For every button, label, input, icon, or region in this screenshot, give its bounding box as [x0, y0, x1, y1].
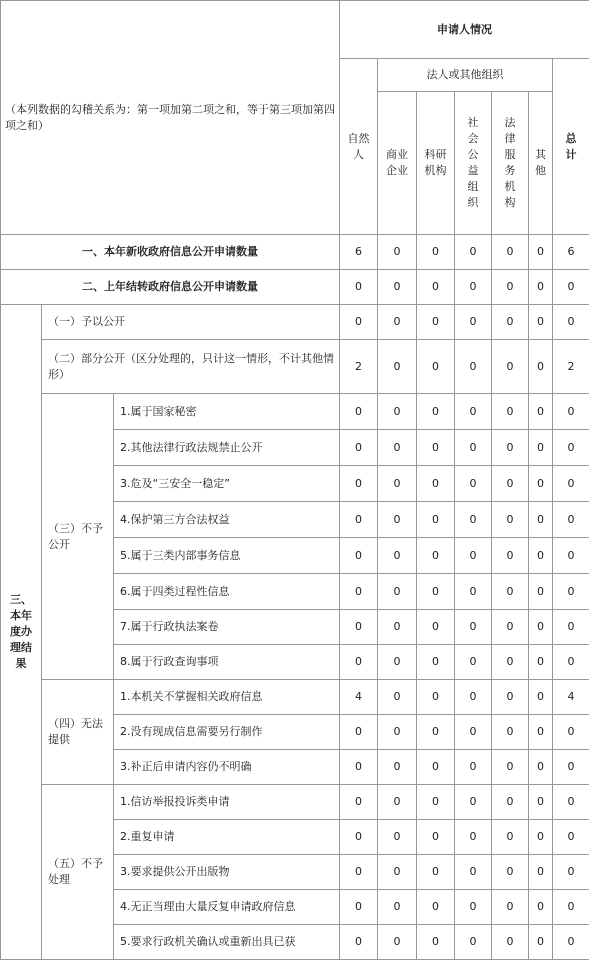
cell-value: 0: [553, 466, 589, 502]
cell-value: 0: [492, 466, 529, 502]
cell-value: 4: [340, 680, 378, 715]
row-label: 2.没有现成信息需要另行制作: [114, 715, 340, 750]
cell-value: 0: [417, 502, 455, 538]
row-label: 5.属于三类内部事务信息: [114, 538, 340, 574]
cell-value: 0: [417, 715, 455, 750]
row-label: （一）予以公开: [42, 305, 340, 340]
cell-value: 0: [492, 855, 529, 890]
cell-value: 0: [529, 394, 553, 430]
cell-value: 0: [417, 925, 455, 960]
cell-value: 0: [553, 785, 589, 820]
row-label: （二）部分公开（区分处理的，只计这一情形，不计其他情形）: [42, 340, 340, 394]
row-label: 5.要求行政机关确认或重新出具已获: [114, 925, 340, 960]
cell-value: 0: [492, 820, 529, 855]
cell-value: 0: [553, 538, 589, 574]
row-label: 一、本年新收政府信息公开申请数量: [1, 235, 340, 270]
cell-value: 4: [553, 680, 589, 715]
cell-value: 0: [417, 340, 455, 394]
cell-value: 0: [553, 305, 589, 340]
cell-value: 0: [455, 305, 492, 340]
cell-value: 0: [529, 538, 553, 574]
cell-value: 0: [529, 750, 553, 785]
cell-value: 0: [492, 680, 529, 715]
cell-value: 0: [417, 890, 455, 925]
col-total: 总 计: [553, 59, 589, 235]
cell-value: 0: [340, 538, 378, 574]
cell-value: 0: [529, 785, 553, 820]
cell-value: 0: [553, 574, 589, 610]
cell-value: 0: [529, 502, 553, 538]
cell-value: 0: [492, 750, 529, 785]
cell-value: 0: [529, 466, 553, 502]
cell-value: 0: [378, 820, 417, 855]
cell-value: 0: [492, 430, 529, 466]
row-label: 4.无正当理由大量反复申请政府信息: [114, 890, 340, 925]
cell-value: 0: [340, 394, 378, 430]
table-row: [1, 680, 589, 715]
cell-value: 0: [378, 270, 417, 305]
row-label: 4.保护第三方合法权益: [114, 502, 340, 538]
cell-value: 0: [455, 750, 492, 785]
not-open-group-label: （三）不予公开: [42, 394, 114, 680]
row-label: 1.属于国家秘密: [114, 394, 340, 430]
cell-value: 0: [529, 855, 553, 890]
cell-value: 0: [455, 855, 492, 890]
row-label: 1.信访举报投诉类申请: [114, 785, 340, 820]
cell-value: 0: [492, 610, 529, 645]
row-label: 3.补正后申请内容仍不明确: [114, 750, 340, 785]
cell-value: 0: [455, 340, 492, 394]
cell-value: 0: [340, 574, 378, 610]
cell-value: 0: [455, 785, 492, 820]
section3-label: 三、 本年 度办 理结 果: [1, 305, 42, 960]
cell-value: 2: [553, 340, 589, 394]
cell-value: 0: [492, 715, 529, 750]
cell-value: 0: [529, 715, 553, 750]
cell-value: 0: [455, 502, 492, 538]
row-label: 2.重复申请: [114, 820, 340, 855]
unable-group-label: （四）无法提供: [42, 680, 114, 785]
col-other: 其 他: [529, 92, 553, 235]
cell-value: 0: [455, 925, 492, 960]
cell-value: 0: [417, 750, 455, 785]
cell-value: 0: [492, 574, 529, 610]
cell-value: 0: [492, 645, 529, 680]
cell-value: 0: [417, 466, 455, 502]
cell-value: 0: [340, 466, 378, 502]
cell-value: 0: [553, 430, 589, 466]
cell-value: 0: [340, 855, 378, 890]
cell-value: 0: [378, 680, 417, 715]
row-label: 6.属于四类过程性信息: [114, 574, 340, 610]
cell-value: 0: [378, 890, 417, 925]
cell-value: 0: [378, 750, 417, 785]
cell-value: 0: [417, 430, 455, 466]
cell-value: 0: [492, 538, 529, 574]
row-label: 3.危及“三安全一稳定”: [114, 466, 340, 502]
cell-value: 0: [529, 270, 553, 305]
cell-value: 0: [378, 610, 417, 645]
cell-value: 0: [340, 645, 378, 680]
cell-value: 0: [417, 394, 455, 430]
cell-value: 0: [553, 890, 589, 925]
cell-value: 0: [378, 502, 417, 538]
table-row: [1, 270, 589, 305]
cell-value: 0: [340, 270, 378, 305]
cell-value: 0: [492, 925, 529, 960]
cell-value: 0: [455, 466, 492, 502]
cell-value: 0: [417, 270, 455, 305]
cell-value: 0: [455, 890, 492, 925]
row-label: 8.属于行政查询事项: [114, 645, 340, 680]
cell-value: 0: [378, 305, 417, 340]
cell-value: 0: [529, 645, 553, 680]
cell-value: 0: [378, 394, 417, 430]
cell-value: 0: [529, 235, 553, 270]
cell-value: 0: [378, 645, 417, 680]
col-business: 商业 企业: [378, 92, 417, 235]
cell-value: 0: [340, 430, 378, 466]
cell-value: 0: [492, 785, 529, 820]
cell-value: 0: [417, 785, 455, 820]
cell-value: 0: [340, 502, 378, 538]
row-label: 1.本机关不掌握相关政府信息: [114, 680, 340, 715]
cell-value: 0: [340, 750, 378, 785]
cell-value: 0: [529, 890, 553, 925]
cell-value: 0: [492, 340, 529, 394]
table-row: [1, 340, 589, 394]
cell-value: 0: [378, 855, 417, 890]
cell-value: 0: [553, 750, 589, 785]
cell-value: 0: [553, 610, 589, 645]
cell-value: 0: [417, 305, 455, 340]
cell-value: 0: [340, 785, 378, 820]
col-social-welfare: 社 会 公 益 组 织: [455, 92, 492, 235]
cell-value: 0: [529, 574, 553, 610]
cell-value: 6: [553, 235, 589, 270]
cell-value: 0: [417, 855, 455, 890]
cell-value: 0: [492, 235, 529, 270]
cell-value: 0: [553, 394, 589, 430]
cell-value: 0: [455, 394, 492, 430]
cell-value: 0: [340, 925, 378, 960]
cell-value: 0: [378, 466, 417, 502]
cell-value: 0: [417, 574, 455, 610]
col-research: 科研 机构: [417, 92, 455, 235]
cell-value: 0: [417, 645, 455, 680]
table-description: （本列数据的勾稽关系为：第一项加第二项之和，等于第三项加第四项之和）: [1, 1, 340, 235]
cell-value: 2: [340, 340, 378, 394]
cell-value: 0: [553, 502, 589, 538]
applicant-header: 申请人情况: [340, 1, 589, 59]
cell-value: 0: [455, 680, 492, 715]
cell-value: 0: [529, 680, 553, 715]
col-natural-person: 自然 人: [340, 59, 378, 235]
cell-value: 0: [553, 855, 589, 890]
cell-value: 0: [378, 574, 417, 610]
cell-value: 0: [378, 235, 417, 270]
table-row: [1, 235, 589, 270]
cell-value: 0: [378, 340, 417, 394]
cell-value: 0: [529, 340, 553, 394]
cell-value: 0: [378, 785, 417, 820]
cell-value: 0: [455, 715, 492, 750]
cell-value: 0: [455, 820, 492, 855]
cell-value: 0: [553, 715, 589, 750]
cell-value: 0: [553, 820, 589, 855]
cell-value: 0: [378, 925, 417, 960]
not-handled-group-label: （五）不予处理: [42, 785, 114, 960]
cell-value: 0: [553, 645, 589, 680]
table-row: [1, 785, 589, 820]
cell-value: 0: [455, 538, 492, 574]
cell-value: 0: [455, 430, 492, 466]
legal-entity-group-header: 法人或其他组织: [378, 59, 553, 92]
cell-value: 0: [417, 680, 455, 715]
cell-value: 0: [553, 270, 589, 305]
cell-value: 0: [529, 610, 553, 645]
cell-value: 0: [340, 820, 378, 855]
cell-value: 0: [417, 538, 455, 574]
cell-value: 0: [455, 610, 492, 645]
col-legal-service: 法 律 服 务 机 构: [492, 92, 529, 235]
cell-value: 0: [455, 574, 492, 610]
row-label: 7.属于行政执法案卷: [114, 610, 340, 645]
cell-value: 0: [378, 715, 417, 750]
cell-value: 0: [529, 925, 553, 960]
cell-value: 0: [492, 305, 529, 340]
table-row: [1, 394, 589, 430]
cell-value: 0: [492, 394, 529, 430]
cell-value: 0: [492, 270, 529, 305]
row-label: 2.其他法律行政法规禁止公开: [114, 430, 340, 466]
row-label: 二、上年结转政府信息公开申请数量: [1, 270, 340, 305]
cell-value: 0: [340, 610, 378, 645]
cell-value: 0: [455, 270, 492, 305]
cell-value: 0: [378, 430, 417, 466]
cell-value: 0: [529, 820, 553, 855]
cell-value: 0: [529, 430, 553, 466]
cell-value: 0: [553, 925, 589, 960]
cell-value: 0: [529, 305, 553, 340]
row-label: 3.要求提供公开出版物: [114, 855, 340, 890]
cell-value: 0: [378, 538, 417, 574]
cell-value: 0: [417, 820, 455, 855]
cell-value: 6: [340, 235, 378, 270]
table-row: [1, 305, 589, 340]
cell-value: 0: [417, 235, 455, 270]
cell-value: 0: [492, 502, 529, 538]
cell-value: 0: [417, 610, 455, 645]
cell-value: 0: [340, 715, 378, 750]
cell-value: 0: [340, 305, 378, 340]
cell-value: 0: [492, 890, 529, 925]
cell-value: 0: [455, 235, 492, 270]
cell-value: 0: [455, 645, 492, 680]
cell-value: 0: [340, 890, 378, 925]
